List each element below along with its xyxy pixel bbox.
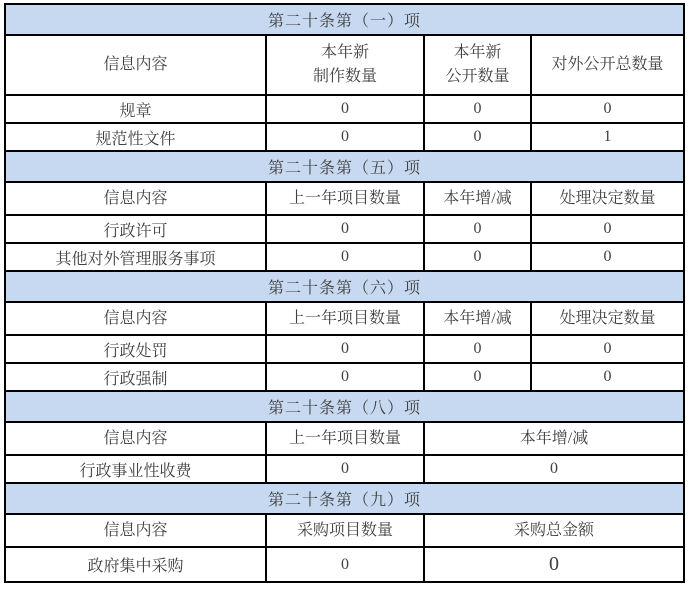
section-title-row bbox=[5, 391, 684, 422]
table-row bbox=[5, 363, 684, 391]
section-title: 第二十条第（一）项 bbox=[5, 4, 684, 35]
value-cell: 0 bbox=[531, 363, 684, 391]
column-header-line: 上一年项目数量 bbox=[288, 429, 401, 447]
value-cell: 0 bbox=[424, 335, 531, 363]
value-cell: 0 bbox=[424, 215, 531, 243]
column-header-row bbox=[5, 422, 684, 455]
table-row bbox=[5, 335, 684, 363]
column-header-row bbox=[5, 182, 684, 215]
value-cell: 0 bbox=[266, 123, 424, 151]
table-row bbox=[5, 215, 684, 243]
column-header bbox=[266, 422, 424, 455]
column-header-line: 本年增/减 bbox=[443, 189, 512, 207]
column-header bbox=[531, 302, 684, 335]
column-header-line: 对外公开总数量 bbox=[551, 56, 664, 73]
column-header-line: 信息内容 bbox=[103, 56, 168, 73]
column-header bbox=[531, 35, 684, 95]
section-title: 第二十条第（九）项 bbox=[5, 483, 684, 514]
column-header-line: 公开数量 bbox=[445, 68, 510, 85]
column-header bbox=[5, 422, 266, 455]
column-header bbox=[531, 182, 684, 215]
column-header-line: 采购总金额 bbox=[514, 521, 595, 539]
column-header-line: 信息内容 bbox=[103, 189, 168, 207]
column-header-line: 信息内容 bbox=[103, 309, 168, 327]
section-title-row bbox=[5, 483, 684, 514]
column-header-row bbox=[5, 35, 684, 95]
value-cell: 1 bbox=[531, 123, 684, 151]
column-header-row bbox=[5, 514, 684, 547]
value-cell: 0 bbox=[424, 547, 684, 582]
column-header bbox=[424, 35, 531, 95]
column-header bbox=[424, 302, 531, 335]
column-header bbox=[266, 514, 424, 547]
row-label: 行政事业性收费 bbox=[5, 455, 266, 483]
value-cell: 0 bbox=[531, 215, 684, 243]
column-header-line: 处理决定数量 bbox=[559, 189, 656, 207]
column-header bbox=[266, 302, 424, 335]
section-title-row bbox=[5, 4, 684, 35]
section-title: 第二十条第（六）项 bbox=[5, 271, 684, 302]
column-header bbox=[5, 302, 266, 335]
column-header bbox=[266, 35, 424, 95]
value-cell: 0 bbox=[531, 335, 684, 363]
column-header-line: 本年增/减 bbox=[443, 309, 512, 327]
row-label: 行政强制 bbox=[5, 363, 266, 391]
column-header bbox=[424, 182, 531, 215]
row-label: 规范性文件 bbox=[5, 123, 266, 151]
column-header-line: 上一年项目数量 bbox=[288, 189, 401, 207]
column-header-line: 信息内容 bbox=[103, 521, 168, 539]
report-table bbox=[4, 3, 685, 583]
column-header-line: 本年增/减 bbox=[519, 429, 589, 447]
column-header-row bbox=[5, 302, 684, 335]
row-label: 其他对外管理服务事项 bbox=[5, 243, 266, 271]
section-title-row bbox=[5, 151, 684, 182]
section-title: 第二十条第（八）项 bbox=[5, 391, 684, 422]
column-header-line: 信息内容 bbox=[103, 429, 168, 447]
value-cell: 0 bbox=[266, 455, 424, 483]
value-cell: 0 bbox=[266, 243, 424, 271]
value-cell: 0 bbox=[266, 215, 424, 243]
table-row bbox=[5, 123, 684, 151]
column-header-line: 采购项目数量 bbox=[296, 521, 393, 539]
section-title-row bbox=[5, 271, 684, 302]
value-cell: 0 bbox=[266, 363, 424, 391]
table-row bbox=[5, 95, 684, 123]
table-row bbox=[5, 455, 684, 483]
disclosure-report-table-wrap bbox=[4, 3, 685, 583]
column-header-line: 制作数量 bbox=[312, 68, 377, 85]
column-header bbox=[5, 514, 266, 547]
value-cell: 0 bbox=[266, 547, 424, 582]
column-header-line: 上一年项目数量 bbox=[288, 309, 401, 327]
value-cell: 0 bbox=[424, 243, 531, 271]
value-cell: 0 bbox=[424, 455, 684, 483]
row-label: 规章 bbox=[5, 95, 266, 123]
value-cell: 0 bbox=[266, 335, 424, 363]
row-label: 政府集中采购 bbox=[5, 547, 266, 582]
section-title: 第二十条第（五）项 bbox=[5, 151, 684, 182]
column-header bbox=[5, 182, 266, 215]
column-header bbox=[424, 514, 684, 547]
value-cell: 0 bbox=[266, 95, 424, 123]
table-row bbox=[5, 243, 684, 271]
column-header bbox=[266, 182, 424, 215]
row-label: 行政许可 bbox=[5, 215, 266, 243]
value-cell: 0 bbox=[424, 363, 531, 391]
table-row bbox=[5, 547, 684, 582]
column-header-line: 本年新 bbox=[320, 44, 369, 61]
row-label: 行政处罚 bbox=[5, 335, 266, 363]
value-cell: 0 bbox=[424, 123, 531, 151]
column-header-line: 本年新 bbox=[453, 44, 502, 61]
column-header bbox=[424, 422, 684, 455]
value-cell: 0 bbox=[531, 95, 684, 123]
column-header-line: 处理决定数量 bbox=[559, 309, 656, 327]
column-header bbox=[5, 35, 266, 95]
value-cell: 0 bbox=[531, 243, 684, 271]
value-cell: 0 bbox=[424, 95, 531, 123]
